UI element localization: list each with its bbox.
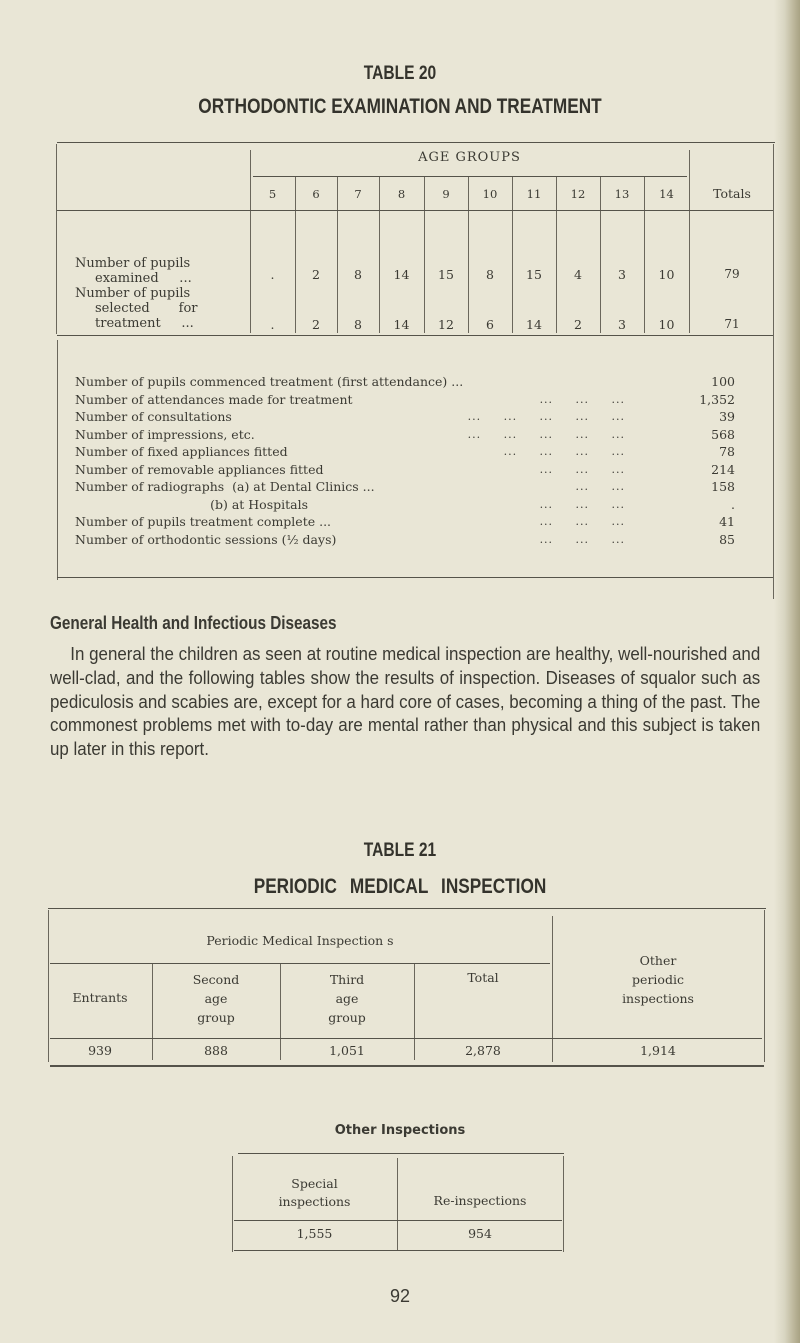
stat-row [75, 461, 745, 479]
age-header-5: 5 [268, 187, 277, 201]
table-rule [50, 1065, 764, 1067]
age-header-6: 6 [312, 187, 320, 201]
col-other-periodic [552, 951, 764, 1008]
value-second-age-group: 888 [204, 1043, 228, 1058]
stat-leader-dots: ... ... ... [539, 497, 625, 511]
stat-label: Number of removable appliances fitted [75, 461, 324, 477]
age-value-cell: 3 [618, 267, 626, 282]
age-value-cell: 2 [312, 317, 320, 332]
table-rule [238, 1153, 564, 1154]
age-value-cell: 10 [658, 317, 675, 332]
age-value-cell: 10 [658, 267, 675, 282]
stat-value: 85 [719, 531, 735, 547]
page-number: 92 [389, 1286, 411, 1306]
table-rule [48, 908, 766, 909]
stat-label: (b) at Hospitals [75, 496, 309, 512]
age-header-9: 9 [442, 187, 450, 201]
col-total: Total [467, 970, 499, 985]
age-header-11: 11 [526, 187, 542, 201]
header-line: group [197, 1010, 235, 1025]
header-line: Other [639, 953, 677, 968]
age-value-cell: 15 [526, 267, 542, 282]
total-examined: 79 [724, 267, 740, 281]
table-border [56, 144, 57, 334]
stat-row [75, 531, 745, 549]
col-re-inspections: Re-inspections [433, 1193, 527, 1208]
stat-leader-dots: ... ... ... ... [503, 445, 625, 458]
age-header-7: 7 [354, 187, 362, 201]
label-line: Number of pupils [75, 256, 191, 271]
stat-label: Number of radiographs (a) at Dental Clinics ... [75, 479, 375, 494]
age-header-8: 8 [397, 187, 406, 201]
age-value-cell: 8 [486, 267, 494, 282]
stat-row [75, 478, 745, 496]
table-rule [234, 1250, 562, 1251]
stat-leader-dots: ... ... ... [539, 532, 625, 546]
stat-value: 39 [719, 409, 735, 424]
table-rule [57, 577, 773, 578]
stat-label: Number of pupils commenced treatment (first attendance) ... [75, 374, 464, 389]
header-line: Special [291, 1176, 338, 1191]
header-line: Second [192, 972, 240, 987]
stat-leader-dots: ... ... [575, 480, 625, 493]
stat-label: Number of orthodontic sessions (½ days) [75, 531, 337, 547]
table-20-number: TABLE 20 [363, 63, 437, 84]
table-rule [50, 1038, 762, 1039]
age-value-cell: 8 [354, 267, 362, 282]
stat-row [75, 408, 745, 426]
stat-value: 568 [711, 426, 735, 442]
table-border [57, 340, 58, 580]
label-line: treatment ... [95, 316, 194, 331]
stat-leader-dots: ... ... ... [539, 462, 625, 476]
age-value-cell: 2 [312, 267, 320, 282]
stat-label: Number of impressions, etc. [75, 426, 255, 442]
stat-value: . [731, 496, 735, 512]
page-edge-shadow [774, 0, 800, 1343]
header-line: inspections [278, 1194, 351, 1209]
label-line: selected for [95, 301, 198, 316]
section-heading: General Health and Infectious Diseases [50, 613, 337, 633]
table-rule [234, 1220, 562, 1221]
stat-value: 41 [719, 514, 735, 529]
col-second-age-group [152, 970, 280, 1027]
label-line: examined ... [95, 271, 192, 286]
table-border [773, 144, 774, 599]
stat-value: 78 [719, 444, 735, 459]
stat-row [75, 513, 745, 531]
value-re-inspections: 954 [468, 1226, 492, 1241]
header-line: group [328, 1010, 366, 1025]
age-header-12: 12 [570, 187, 586, 201]
value-special-inspections: 1,555 [296, 1226, 333, 1241]
table-rule [57, 210, 773, 211]
label-line: Number of pupils [75, 286, 191, 301]
table-21-title: PERIODIC MEDICAL INSPECTION [253, 875, 547, 898]
group-header: Periodic Medical Inspection s [206, 933, 394, 948]
value-total: 2,878 [465, 1043, 501, 1058]
header-line: inspections [622, 991, 694, 1006]
stat-label: Number of fixed appliances fitted [75, 444, 288, 459]
stat-value: 214 [711, 461, 735, 477]
age-groups-header: AGE GROUPS [418, 150, 521, 165]
age-value-cell: 3 [618, 317, 626, 332]
section-paragraph: In general the children as seen at routine medical inspection are healthy, well-nourished and well-clad, and the following tables show the results of inspection. Diseases of squalor such as pediculosis and scabies are, except for a hard core of cases, becoming a thing of the past. The commonest problems met with to-day are mental rather than physical and this subject is taken up later in this report. [50, 643, 761, 760]
table-21-number: TABLE 21 [363, 840, 437, 861]
age-value-cell: 14 [526, 317, 542, 332]
stat-leader-dots: ... ... ... ... ... [467, 410, 625, 423]
stat-value: 100 [711, 374, 735, 389]
col-special-inspections [232, 1175, 397, 1211]
table-border [764, 910, 765, 1062]
header-line: age [204, 991, 228, 1006]
table-rule [57, 335, 773, 336]
stat-row [75, 496, 745, 514]
stat-label: Number of attendances made for treatment [75, 391, 353, 407]
value-third-age-group: 1,051 [329, 1043, 365, 1058]
stat-label: Number of pupils treatment complete ... [75, 514, 332, 529]
value-other-periodic: 1,914 [640, 1043, 676, 1058]
row-label-selected [75, 286, 245, 331]
table-rule [57, 142, 775, 143]
age-value-cell: . [270, 267, 275, 282]
age-value-cell: 12 [438, 317, 454, 332]
orthodontic-stats-list [75, 373, 745, 548]
stat-row [75, 373, 745, 391]
value-entrants: 939 [88, 1043, 112, 1058]
stat-value: 1,352 [699, 391, 735, 407]
header-line: Third [329, 972, 365, 987]
col-third-age-group [280, 970, 414, 1027]
other-inspections-title: Other Inspections [334, 1123, 466, 1138]
stat-label: Number of consultations [75, 409, 232, 424]
row-label-examined [75, 256, 245, 286]
stat-leader-dots: ... ... ... ... ... [467, 427, 625, 441]
table-rule [253, 176, 687, 177]
total-selected: 71 [724, 317, 740, 331]
age-value-cell: . [270, 317, 275, 332]
age-value-cell: 14 [393, 267, 410, 282]
header-line: age [335, 991, 359, 1006]
stat-leader-dots: ... ... ... [539, 515, 625, 528]
column-divider [250, 150, 251, 333]
age-value-cell: 14 [393, 317, 410, 332]
table-border [563, 1156, 564, 1252]
age-value-cell: 2 [574, 317, 582, 332]
age-value-cell: 4 [574, 267, 582, 282]
age-header-10: 10 [482, 187, 498, 201]
totals-header: Totals [713, 186, 751, 201]
column-divider [689, 150, 690, 333]
stat-leader-dots: ... ... ... [539, 392, 625, 406]
stat-row [75, 443, 745, 461]
table-rule [50, 963, 550, 964]
stat-row [75, 391, 745, 409]
age-header-14: 14 [659, 187, 674, 201]
table-20-title: ORTHODONTIC EXAMINATION AND TREATMENT [198, 95, 602, 118]
age-value-cell: 6 [486, 317, 494, 332]
stat-row [75, 426, 745, 444]
col-entrants: Entrants [72, 990, 128, 1005]
age-header-13: 13 [614, 187, 630, 201]
header-line: periodic [632, 972, 684, 987]
age-value-cell: 8 [354, 317, 362, 332]
age-value-cell: 15 [438, 267, 454, 282]
stat-value: 158 [711, 479, 735, 494]
